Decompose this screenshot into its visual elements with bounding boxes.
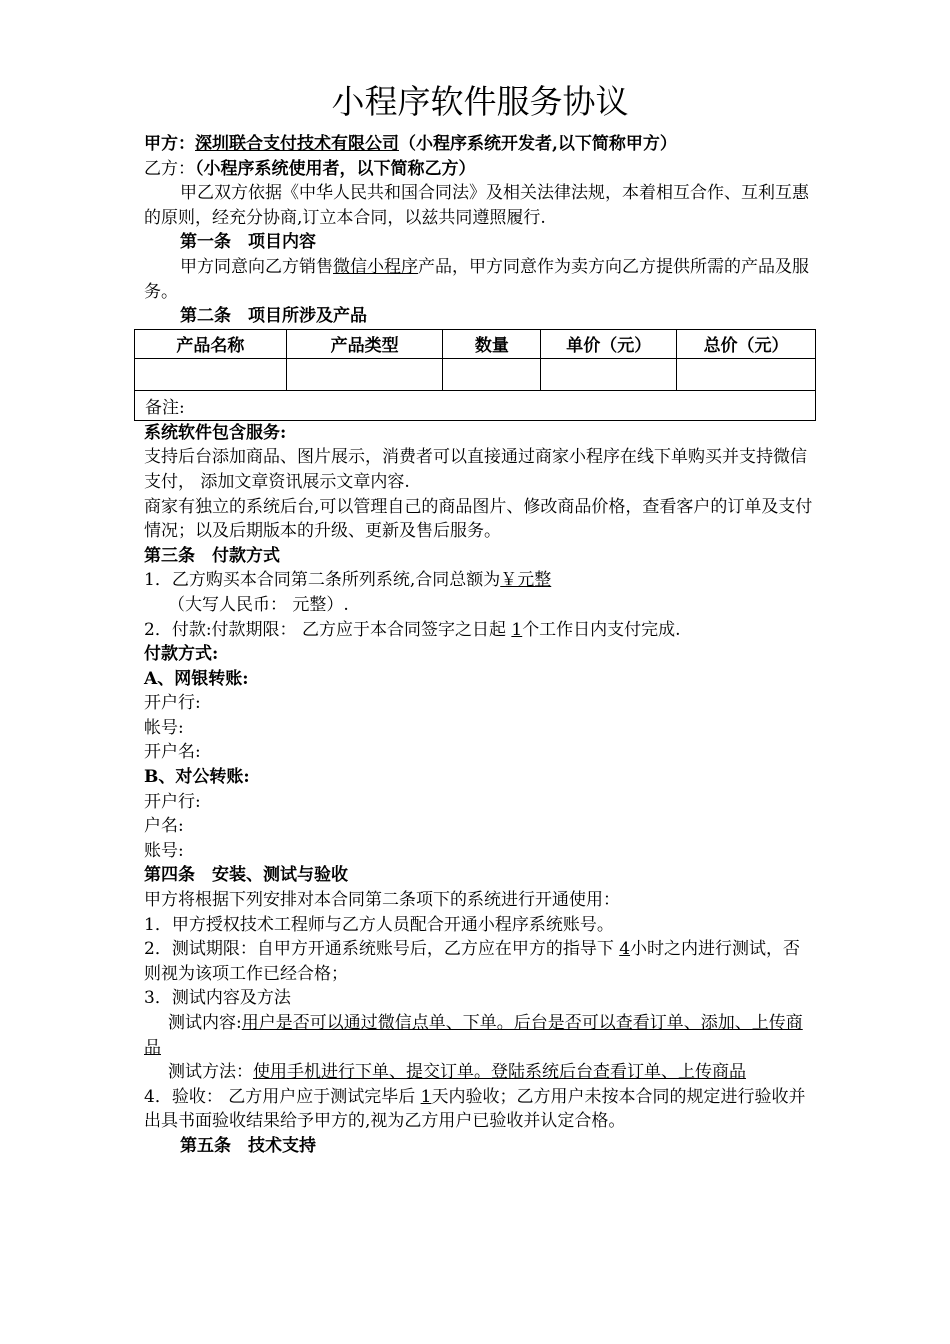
party-b-suffix: （小程序系统使用者，以下简称乙方） — [195, 158, 476, 179]
table-header-cell: 数量 — [443, 329, 541, 358]
article-1-heading: 第一条 项目内容 — [180, 232, 316, 253]
table-cell — [541, 358, 677, 390]
article-4-heading: 第四条 安装、测试与验收 — [144, 865, 348, 886]
contract-amount: ￥元整 — [500, 570, 552, 591]
article-4-item-2-text: 2．测试期限：自甲方开通系统账号后，乙方应在甲方的指导下 — [144, 939, 620, 960]
table-cell — [286, 358, 443, 390]
payment-days: 1 — [511, 619, 523, 640]
article-3-caps-amount: （大写人民币： 元整）. — [168, 594, 349, 615]
test-hours: 4 — [619, 939, 631, 960]
services-paragraph-2: 商家有独立的系统后台,可以管理自己的商品图片、修改商品价格，查看客户的订单及支付情况；以及后期版本的升级、更新及售后服务。 — [144, 496, 813, 542]
table-cell — [677, 358, 816, 390]
test-method-label: 测试方法： — [168, 1062, 253, 1083]
corporate-bank-field: 开户行: — [144, 791, 201, 812]
online-bank-field: 开户行: — [144, 693, 201, 714]
article-1-pre: 甲方同意向乙方销售 — [180, 256, 333, 277]
article-4-item-2 — [144, 937, 816, 986]
article-4-item-3: 3．测试内容及方法 — [144, 988, 291, 1009]
services-heading: 系统软件包含服务: — [144, 422, 287, 443]
article-3-item-1 — [144, 568, 816, 593]
product-table — [134, 329, 816, 421]
contract-page — [144, 74, 816, 1159]
table-header-cell: 单价（元） — [541, 329, 677, 358]
article-1-body — [144, 255, 816, 304]
table-cell — [443, 358, 541, 390]
table-cell — [135, 358, 287, 390]
article-3-item-2-post: 个工作日内支付完成. — [522, 619, 681, 640]
article-4-item-4-post: 天内验收；乙方用户未按本合同的规定进行验收并出具书面验收结果给予甲方的,视为乙方用户已验收并认定合格。 — [144, 1086, 806, 1132]
test-method-value: 使用手机进行下单、提交订单。登陆系统后台查看订单、上传商品 — [253, 1062, 746, 1083]
party-a-company: 深圳联合支付技术有限公司 — [195, 134, 399, 154]
online-name-field: 开户名: — [144, 742, 201, 763]
article-4-intro: 甲方将根据下列安排对本合同第二条项下的系统进行开通使用： — [144, 890, 620, 911]
party-a-label: 甲方： — [144, 134, 195, 154]
test-content — [144, 1011, 816, 1060]
services-paragraph-1: 支持后台添加商品、图片展示，消费者可以直接通过商家小程序在线下单购买并支持微信支付， 添加文章资讯展示文章内容. — [144, 447, 807, 492]
article-3-item-2 — [144, 618, 816, 643]
test-method — [144, 1060, 816, 1085]
article-4-item-4-text: 4．验收： 乙方用户应于测试完毕后 — [144, 1086, 421, 1107]
test-content-label: 测试内容: — [168, 1013, 242, 1033]
article-3-item-2-text: 2．付款:付款期限： 乙方应于本合同签字之日起 — [144, 619, 512, 640]
article-4-item-1: 1．甲方授权技术工程师与乙方人员配合开通小程序系统账号。 — [144, 914, 614, 935]
online-transfer-heading: A、网银转账: — [144, 668, 249, 689]
corporate-transfer-heading: B、对公转账: — [144, 767, 250, 788]
test-content-value: 用户是否可以通过微信点单、下单。后台是否可以查看订单、添加、上传商品 — [144, 1013, 803, 1058]
table-note-row — [135, 390, 816, 420]
payment-method-heading: 付款方式: — [144, 644, 219, 665]
party-a-line — [144, 132, 816, 157]
article-1-post: 产品，甲方同意作为卖方向乙方提供所需的产品及服务。 — [144, 256, 809, 302]
party-b-label: 乙方： — [144, 158, 195, 179]
document-title: 小程序软件服务协议 — [331, 82, 629, 121]
table-header-cell: 产品类型 — [286, 329, 443, 358]
article-4-item-4 — [144, 1085, 816, 1134]
article-3-heading: 第三条 付款方式 — [144, 545, 280, 566]
corporate-name-field: 户名: — [144, 816, 184, 837]
article-2-heading: 第二条 项目所涉及产品 — [180, 306, 367, 327]
table-header-row — [135, 329, 816, 358]
table-header-cell: 总价（元） — [677, 329, 816, 358]
table-row — [135, 358, 816, 390]
party-b-line — [144, 157, 816, 182]
table-note-cell: 备注: — [135, 390, 816, 420]
party-a-suffix: （小程序系统开发者,以下简称甲方） — [399, 134, 677, 154]
article-3-item-1-text: 1．乙方购买本合同第二条所列系统,合同总额为 — [144, 570, 501, 591]
article-1-product: 微信小程序 — [333, 256, 418, 277]
online-account-field: 帐号: — [144, 717, 184, 738]
article-5-heading: 第五条 技术支持 — [180, 1135, 316, 1156]
acceptance-days: 1 — [420, 1086, 432, 1107]
preamble: 甲乙双方依据《中华人民共和国合同法》及相关法律法规，本着相互合作、互利互惠的原则，经充分协商,订立本合同，以兹共同遵照履行. — [144, 183, 809, 228]
corporate-account-field: 账号: — [144, 840, 184, 861]
article-4-item-2-post: 小时之内进行测试，否则视为该项工作已经合格； — [144, 939, 801, 984]
table-header-cell: 产品名称 — [135, 329, 287, 358]
